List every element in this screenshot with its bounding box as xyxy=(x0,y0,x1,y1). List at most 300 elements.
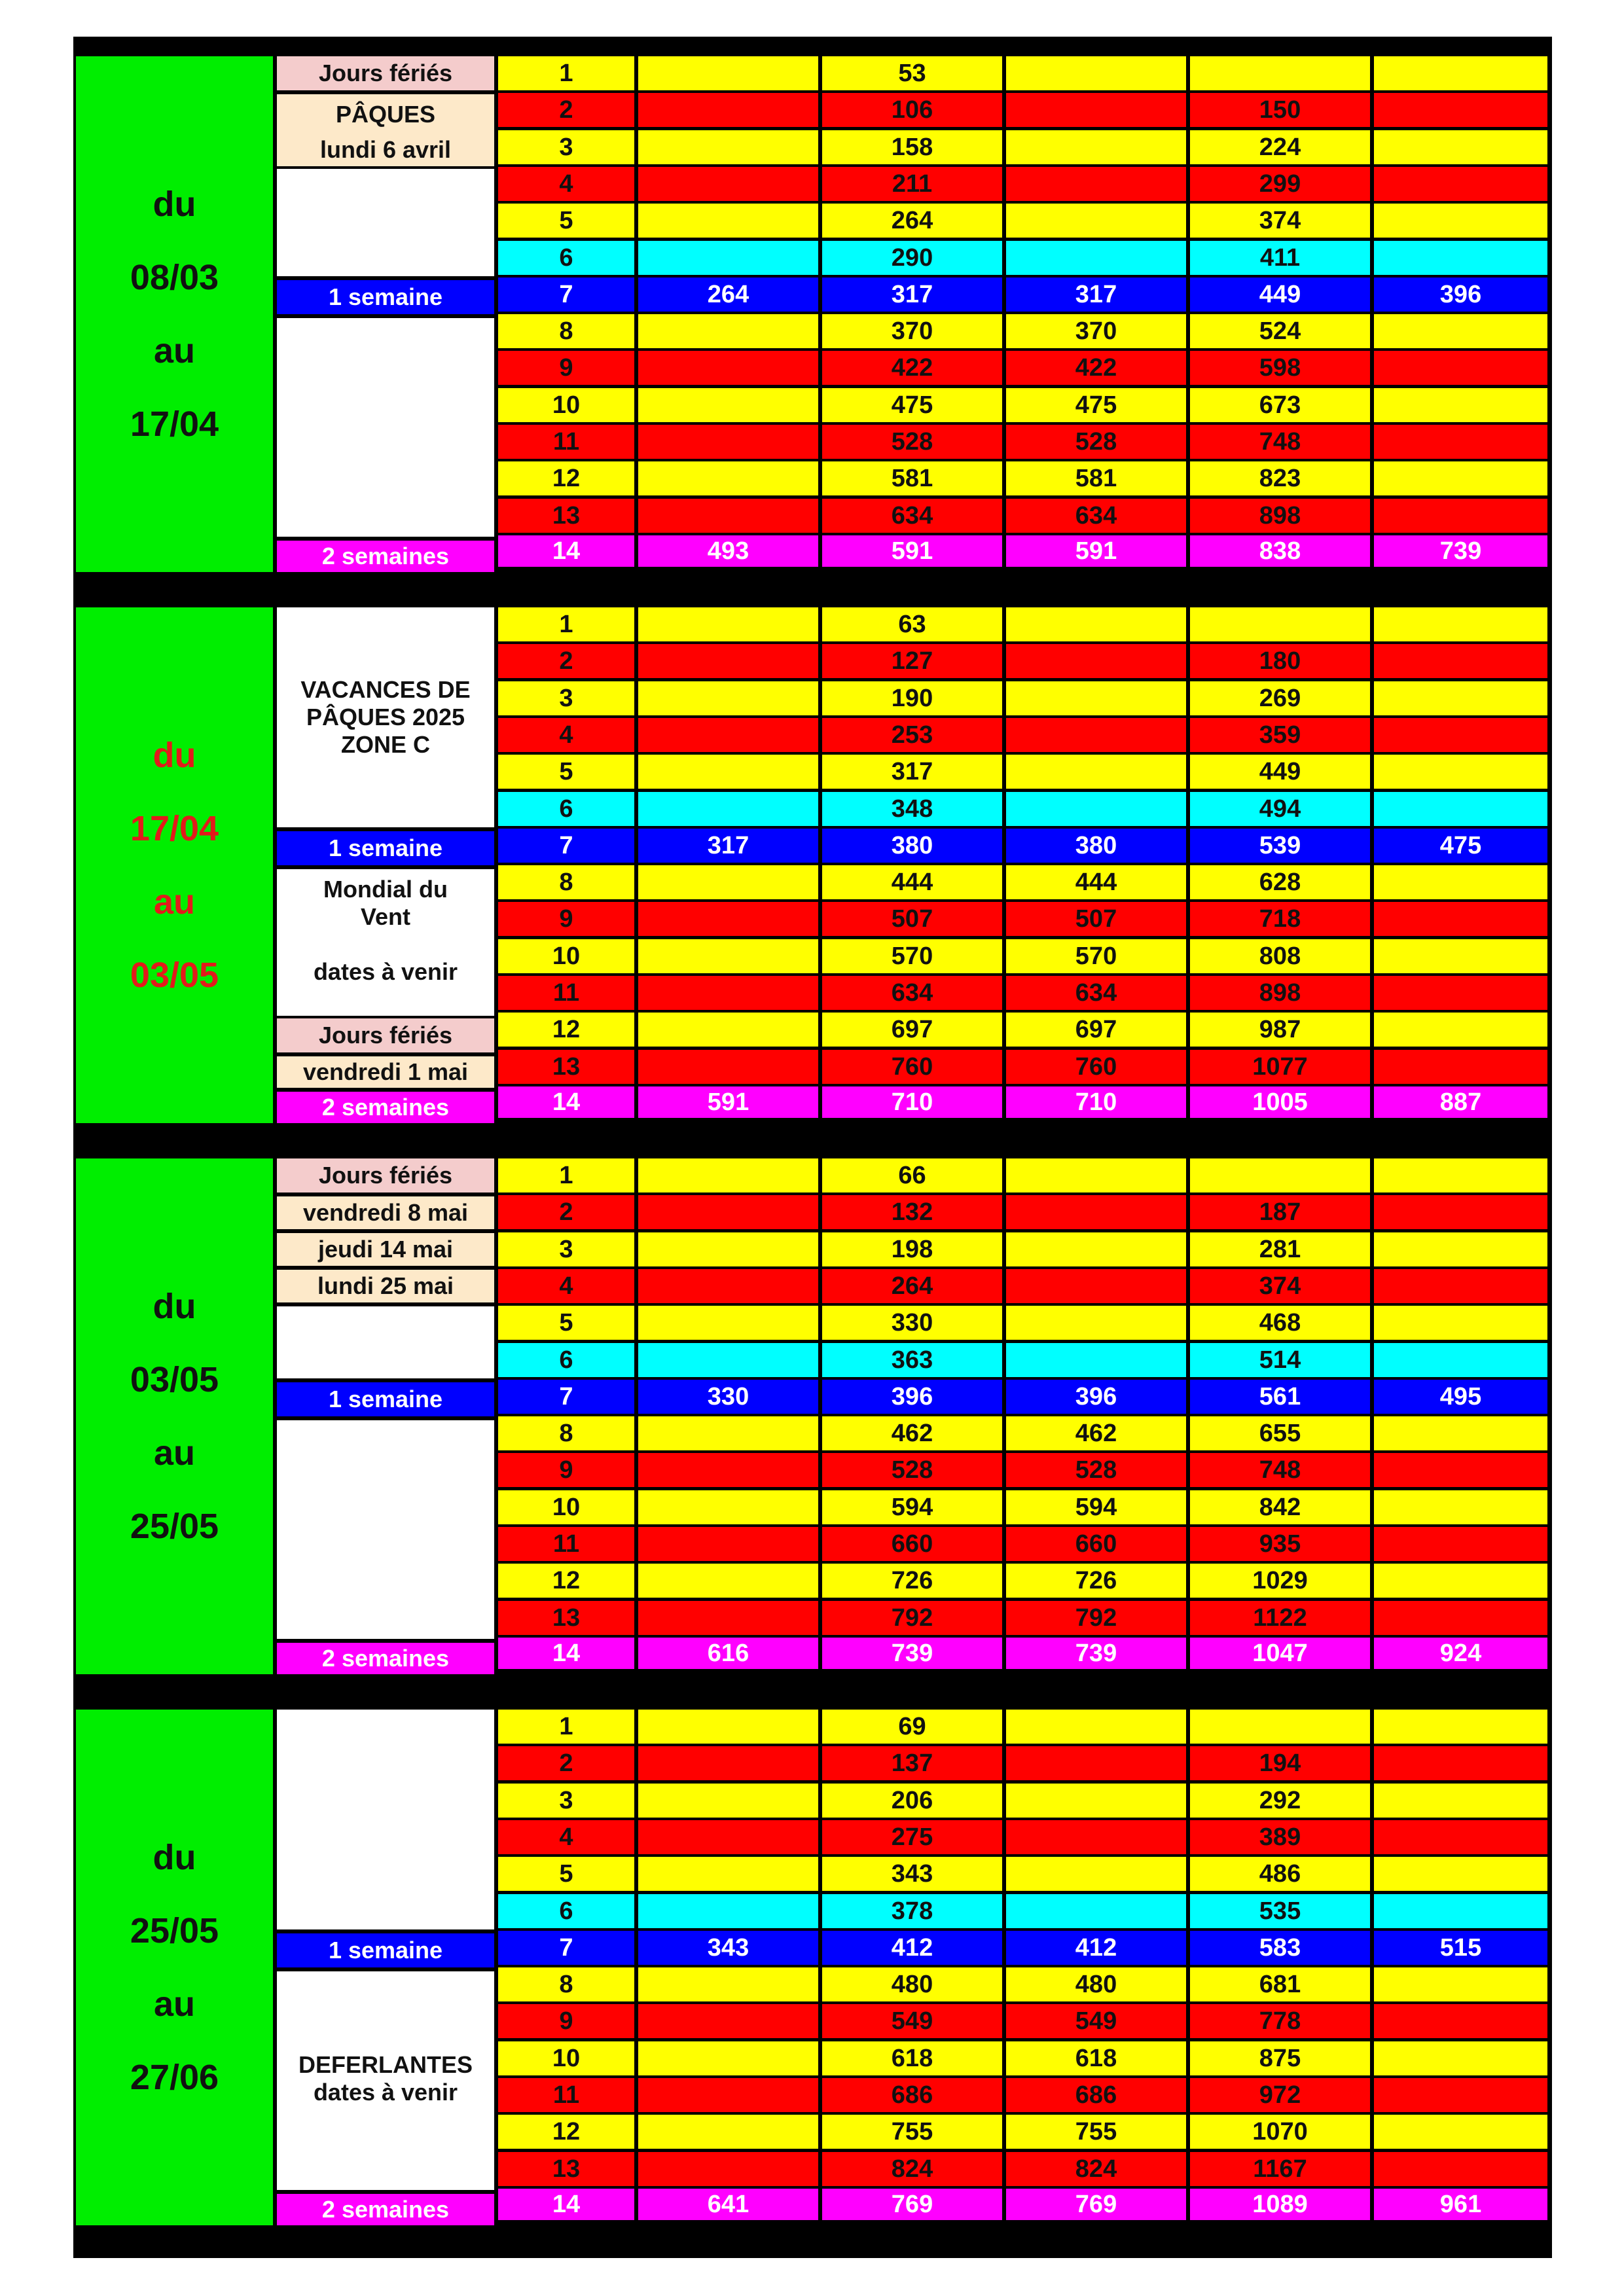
rate-cell xyxy=(638,755,818,789)
rate-cell: 792 xyxy=(822,1601,1002,1635)
rate-cell xyxy=(638,1195,818,1229)
rate-cell xyxy=(1006,681,1186,715)
row-number: 11 xyxy=(498,425,634,459)
vacation-note: VACANCES DE PÂQUES 2025 ZONE C xyxy=(277,607,494,827)
row-number: 2 xyxy=(498,644,634,678)
rate-cell: 792 xyxy=(1006,1601,1186,1635)
rate-cell xyxy=(638,130,818,164)
rate-cell xyxy=(1006,241,1186,275)
rate-cell: 660 xyxy=(1006,1527,1186,1561)
period-end-date: 03/05 xyxy=(130,956,219,995)
rate-row xyxy=(498,976,1552,1010)
rate-cell: 594 xyxy=(1006,1490,1186,1524)
rate-cell: 507 xyxy=(1006,902,1186,936)
rate-cell xyxy=(1374,1820,1547,1854)
rate-cell: 769 xyxy=(1006,2189,1186,2220)
event-note: DEFERLANTES dates à venir xyxy=(277,1971,494,2190)
rate-cell xyxy=(1374,1746,1547,1780)
rate-cell xyxy=(638,314,818,348)
rate-cell: 180 xyxy=(1190,644,1370,678)
rate-cell: 961 xyxy=(1374,2189,1547,2220)
rate-cell: 317 xyxy=(1006,278,1186,312)
rate-cell: 1047 xyxy=(1190,1638,1370,1669)
rate-cell xyxy=(1374,1158,1547,1193)
rate-row xyxy=(498,1013,1552,1047)
holiday-header: Jours fériés xyxy=(277,1018,494,1052)
rate-cell: 224 xyxy=(1190,130,1370,164)
rate-cell: 264 xyxy=(822,1269,1002,1303)
rate-row xyxy=(498,1967,1552,2001)
rate-row xyxy=(498,644,1552,678)
rate-cell xyxy=(638,976,818,1010)
row-number: 8 xyxy=(498,1967,634,2001)
week1-label: 1 semaine xyxy=(277,1382,494,1416)
period-block-2 xyxy=(73,607,1552,1123)
rate-cell xyxy=(1006,1820,1186,1854)
rate-cell: 275 xyxy=(822,1820,1002,1854)
rate-cell: 475 xyxy=(1374,829,1547,863)
rate-cell xyxy=(1374,1306,1547,1340)
rate-cell xyxy=(638,902,818,936)
period-to-label: au xyxy=(153,1984,196,2024)
holiday-date: vendredi 1 mai xyxy=(277,1056,494,1088)
rate-cell: 570 xyxy=(1006,939,1186,973)
row-number: 11 xyxy=(498,1527,634,1561)
rate-row xyxy=(498,56,1552,90)
period-dates xyxy=(76,1710,273,2225)
rate-cell: 330 xyxy=(638,1380,818,1414)
rate-cell xyxy=(1374,461,1547,495)
rate-cell xyxy=(1374,1784,1547,1818)
rate-cell: 769 xyxy=(822,2189,1002,2220)
rate-cell: 1089 xyxy=(1190,2189,1370,2220)
row-number: 9 xyxy=(498,1453,634,1487)
row-number: 1 xyxy=(498,56,634,90)
row-number: 5 xyxy=(498,204,634,238)
row-number: 5 xyxy=(498,755,634,789)
rate-cell: 343 xyxy=(822,1857,1002,1891)
rate-cell: 106 xyxy=(822,93,1002,127)
rate-cell xyxy=(1374,792,1547,826)
rate-cell xyxy=(638,1967,818,2001)
rate-cell: 187 xyxy=(1190,1195,1370,1229)
row-number: 4 xyxy=(498,718,634,752)
rate-cell xyxy=(1374,902,1547,936)
rate-cell xyxy=(1374,1967,1547,2001)
event-note: Mondial du Vent dates à venir xyxy=(277,869,494,1016)
period-from-label: du xyxy=(153,736,196,775)
rate-cell xyxy=(1006,1784,1186,1818)
rate-cell: 66 xyxy=(822,1158,1002,1193)
rate-cell xyxy=(638,241,818,275)
rate-row xyxy=(498,939,1552,973)
rate-cell: 493 xyxy=(638,535,818,567)
rate-cell: 581 xyxy=(822,461,1002,495)
rate-cell: 380 xyxy=(1006,829,1186,863)
rate-cell xyxy=(1190,56,1370,90)
rate-cell: 69 xyxy=(822,1710,1002,1744)
rate-cell: 53 xyxy=(822,56,1002,90)
rate-cell: 422 xyxy=(822,351,1002,385)
rate-cell: 697 xyxy=(1006,1013,1186,1047)
rate-cell: 363 xyxy=(822,1343,1002,1377)
rate-cell: 528 xyxy=(822,1453,1002,1487)
rate-cell xyxy=(638,425,818,459)
rate-cell xyxy=(638,865,818,899)
holiday-date: lundi 6 avril xyxy=(319,136,452,163)
rate-cell: 396 xyxy=(822,1380,1002,1414)
rate-cell xyxy=(1006,644,1186,678)
rate-cell: 475 xyxy=(822,388,1002,422)
rate-cell xyxy=(1374,351,1547,385)
holiday-header: Jours fériés xyxy=(277,1158,494,1193)
rate-row xyxy=(498,2078,1552,2112)
row-number: 4 xyxy=(498,1820,634,1854)
blank-note xyxy=(277,1710,494,1929)
rate-cell: 317 xyxy=(822,278,1002,312)
rate-cell: 935 xyxy=(1190,1527,1370,1561)
rate-cell: 462 xyxy=(1006,1416,1186,1450)
rate-cell: 370 xyxy=(822,314,1002,348)
rate-cell xyxy=(638,56,818,90)
rate-cell: 132 xyxy=(822,1195,1002,1229)
row-number: 4 xyxy=(498,1269,634,1303)
rate-cell xyxy=(1006,204,1186,238)
rate-row xyxy=(498,1050,1552,1084)
row-number: 8 xyxy=(498,314,634,348)
rate-cell: 389 xyxy=(1190,1820,1370,1854)
row-number: 11 xyxy=(498,976,634,1010)
period-to-label: au xyxy=(153,882,196,922)
row-number: 7 xyxy=(498,1380,634,1414)
rate-cell: 583 xyxy=(1190,1931,1370,1965)
rate-cell xyxy=(638,607,818,641)
rate-cell xyxy=(1374,1710,1547,1744)
holiday-note xyxy=(277,94,494,166)
period-to-label: au xyxy=(153,331,196,370)
rate-cell xyxy=(638,681,818,715)
rate-cell xyxy=(638,388,818,422)
rate-cell xyxy=(638,1564,818,1598)
rate-cell: 686 xyxy=(822,2078,1002,2112)
rate-cell xyxy=(1374,2152,1547,2186)
rate-cell xyxy=(1190,1710,1370,1744)
rate-cell: 150 xyxy=(1190,93,1370,127)
row-number: 13 xyxy=(498,1601,634,1635)
row-number: 1 xyxy=(498,1710,634,1744)
row-number: 6 xyxy=(498,1343,634,1377)
rate-cell: 755 xyxy=(822,2115,1002,2149)
rate-row xyxy=(498,1746,1552,1780)
rate-row xyxy=(498,2115,1552,2149)
rate-row xyxy=(498,425,1552,459)
rate-cell: 535 xyxy=(1190,1894,1370,1928)
rate-cell: 808 xyxy=(1190,939,1370,973)
week1-label: 1 semaine xyxy=(277,280,494,314)
rate-row xyxy=(498,130,1552,164)
week2-row xyxy=(498,535,1552,567)
rate-cell: 507 xyxy=(822,902,1002,936)
rate-cell: 898 xyxy=(1190,499,1370,533)
rate-table xyxy=(73,37,1552,2258)
rate-cell: 581 xyxy=(1006,461,1186,495)
rate-cell: 317 xyxy=(638,829,818,863)
rate-cell: 190 xyxy=(822,681,1002,715)
rate-cell: 514 xyxy=(1190,1343,1370,1377)
rate-cell: 628 xyxy=(1190,865,1370,899)
rate-cell: 591 xyxy=(1006,535,1186,567)
row-number: 2 xyxy=(498,1746,634,1780)
period-end-date: 27/06 xyxy=(130,2058,219,2097)
rate-cell: 494 xyxy=(1190,792,1370,826)
rate-cell: 495 xyxy=(1374,1380,1547,1414)
rate-row xyxy=(498,1857,1552,1891)
rate-row xyxy=(498,388,1552,422)
row-number: 2 xyxy=(498,93,634,127)
rate-cell: 486 xyxy=(1190,1857,1370,1891)
rate-cell xyxy=(1006,93,1186,127)
rate-cell: 281 xyxy=(1190,1232,1370,1266)
row-number: 7 xyxy=(498,278,634,312)
rate-cell xyxy=(638,1601,818,1635)
rate-cell: 726 xyxy=(822,1564,1002,1598)
week1-row xyxy=(498,1380,1552,1414)
rate-cell: 549 xyxy=(822,2004,1002,2038)
rate-cell xyxy=(638,1857,818,1891)
rate-cell xyxy=(1374,1416,1547,1450)
rate-cell: 987 xyxy=(1190,1013,1370,1047)
rate-cell: 634 xyxy=(1006,976,1186,1010)
blank-note xyxy=(277,1420,494,1639)
rate-row xyxy=(498,1490,1552,1524)
rate-cell: 641 xyxy=(638,2189,818,2220)
holiday-date: vendredi 8 mai xyxy=(277,1196,494,1229)
rate-cell xyxy=(1374,2041,1547,2075)
row-number: 4 xyxy=(498,167,634,201)
rate-cell: 598 xyxy=(1190,351,1370,385)
rate-cell xyxy=(1006,755,1186,789)
rate-cell: 422 xyxy=(1006,351,1186,385)
rate-cell xyxy=(638,1746,818,1780)
rate-cell xyxy=(638,1784,818,1818)
rate-cell: 561 xyxy=(1190,1380,1370,1414)
rate-cell xyxy=(638,1416,818,1450)
period-block-3 xyxy=(73,1158,1552,1674)
rate-cell xyxy=(1006,792,1186,826)
rate-cell xyxy=(1374,718,1547,752)
rate-row xyxy=(498,1269,1552,1303)
rate-cell: 824 xyxy=(1006,2152,1186,2186)
week2-label: 2 semaines xyxy=(277,1092,494,1123)
rate-row xyxy=(498,755,1552,789)
rate-cell: 480 xyxy=(1006,1967,1186,2001)
rate-cell xyxy=(1374,241,1547,275)
rate-cell: 760 xyxy=(1006,1050,1186,1084)
rate-row xyxy=(498,792,1552,826)
rate-cell xyxy=(638,644,818,678)
row-number: 12 xyxy=(498,2115,634,2149)
rate-cell: 842 xyxy=(1190,1490,1370,1524)
rate-cell: 330 xyxy=(822,1306,1002,1340)
blank-note xyxy=(277,169,494,276)
rate-cell: 137 xyxy=(822,1746,1002,1780)
rate-cell xyxy=(1006,1894,1186,1928)
rate-cell: 524 xyxy=(1190,314,1370,348)
rate-cell: 778 xyxy=(1190,2004,1370,2038)
row-number: 3 xyxy=(498,681,634,715)
rate-cell xyxy=(1374,388,1547,422)
rate-cell xyxy=(1374,1564,1547,1598)
rate-cell xyxy=(1006,1306,1186,1340)
week1-row xyxy=(498,278,1552,312)
rate-cell: 570 xyxy=(822,939,1002,973)
row-number: 14 xyxy=(498,1086,634,1118)
period-start-date: 08/03 xyxy=(130,258,219,297)
row-number: 12 xyxy=(498,1564,634,1598)
holiday-date: jeudi 14 mai xyxy=(277,1233,494,1266)
rate-cell: 127 xyxy=(822,644,1002,678)
rate-cell: 634 xyxy=(822,976,1002,1010)
rate-row xyxy=(498,2152,1552,2186)
rate-cell xyxy=(1374,1601,1547,1635)
rate-cell xyxy=(1374,1013,1547,1047)
rate-cell: 616 xyxy=(638,1638,818,1669)
rate-cell xyxy=(1006,1343,1186,1377)
rate-cell xyxy=(1374,425,1547,459)
rate-cell: 823 xyxy=(1190,461,1370,495)
rate-cell: 697 xyxy=(822,1013,1002,1047)
rate-cell: 253 xyxy=(822,718,1002,752)
rate-cell xyxy=(1374,56,1547,90)
rate-cell xyxy=(1006,167,1186,201)
rate-cell: 718 xyxy=(1190,902,1370,936)
rate-row xyxy=(498,1601,1552,1635)
row-number: 3 xyxy=(498,1784,634,1818)
rate-cell: 269 xyxy=(1190,681,1370,715)
rate-row xyxy=(498,499,1552,533)
row-number: 3 xyxy=(498,1232,634,1266)
blank-note xyxy=(277,318,494,537)
rate-cell: 660 xyxy=(822,1527,1002,1561)
week1-row xyxy=(498,1931,1552,1965)
rate-cell: 374 xyxy=(1190,204,1370,238)
rate-cell: 380 xyxy=(822,829,1002,863)
rate-cell: 374 xyxy=(1190,1269,1370,1303)
rate-cell: 444 xyxy=(1006,865,1186,899)
rate-cell xyxy=(638,1050,818,1084)
rate-cell xyxy=(638,461,818,495)
rate-cell xyxy=(638,1013,818,1047)
rate-cell: 760 xyxy=(822,1050,1002,1084)
holiday-header: Jours fériés xyxy=(277,56,494,90)
period-end-date: 25/05 xyxy=(130,1507,219,1546)
blank-note xyxy=(277,1306,494,1378)
period-dates xyxy=(76,1158,273,1674)
rate-cell: 396 xyxy=(1374,278,1547,312)
rate-row xyxy=(498,1343,1552,1377)
rate-cell: 748 xyxy=(1190,425,1370,459)
rate-cell: 194 xyxy=(1190,1746,1370,1780)
rate-row xyxy=(498,1158,1552,1193)
rate-cell: 739 xyxy=(1006,1638,1186,1669)
row-number: 9 xyxy=(498,2004,634,2038)
rate-row xyxy=(498,902,1552,936)
rate-cell xyxy=(638,1269,818,1303)
rate-cell: 412 xyxy=(1006,1931,1186,1965)
rate-cell xyxy=(1374,314,1547,348)
row-number: 6 xyxy=(498,1894,634,1928)
rate-cell: 710 xyxy=(1006,1086,1186,1118)
row-number: 10 xyxy=(498,2041,634,2075)
week2-row xyxy=(498,1638,1552,1669)
period-block-4 xyxy=(73,1710,1552,2225)
rate-cell: 528 xyxy=(1006,1453,1186,1487)
rate-cell xyxy=(1374,1269,1547,1303)
rate-cell: 838 xyxy=(1190,535,1370,567)
rate-cell xyxy=(1374,93,1547,127)
rate-row xyxy=(498,865,1552,899)
period-from-label: du xyxy=(153,185,196,224)
rate-row xyxy=(498,93,1552,127)
rate-cell xyxy=(1374,976,1547,1010)
rate-cell xyxy=(638,2004,818,2038)
rate-cell xyxy=(1374,644,1547,678)
rate-cell xyxy=(1374,204,1547,238)
row-number: 8 xyxy=(498,1416,634,1450)
period-start-date: 17/04 xyxy=(130,809,219,848)
rate-cell: 359 xyxy=(1190,718,1370,752)
holiday-date: lundi 25 mai xyxy=(277,1270,494,1302)
row-number: 1 xyxy=(498,1158,634,1193)
rate-cell xyxy=(1374,1857,1547,1891)
rate-cell xyxy=(1374,1527,1547,1561)
row-number: 12 xyxy=(498,1013,634,1047)
rate-cell xyxy=(638,93,818,127)
row-number: 7 xyxy=(498,829,634,863)
rate-row xyxy=(498,351,1552,385)
row-number: 9 xyxy=(498,902,634,936)
week2-row xyxy=(498,2189,1552,2220)
rate-cell: 739 xyxy=(1374,535,1547,567)
rate-row xyxy=(498,1894,1552,1928)
rate-cell xyxy=(1374,2115,1547,2149)
rate-cell xyxy=(1374,1490,1547,1524)
week2-label: 2 semaines xyxy=(277,2194,494,2225)
rate-cell: 549 xyxy=(1006,2004,1186,2038)
rate-cell: 444 xyxy=(822,865,1002,899)
rate-cell: 317 xyxy=(822,755,1002,789)
rate-cell: 292 xyxy=(1190,1784,1370,1818)
rate-cell: 528 xyxy=(822,425,1002,459)
row-number: 8 xyxy=(498,865,634,899)
rate-cell: 710 xyxy=(822,1086,1002,1118)
rate-row xyxy=(498,1564,1552,1598)
rate-cell xyxy=(638,2115,818,2149)
rate-cell xyxy=(1006,1857,1186,1891)
rate-cell xyxy=(1006,1158,1186,1193)
rate-cell xyxy=(638,718,818,752)
rate-cell: 370 xyxy=(1006,314,1186,348)
rate-cell xyxy=(1374,755,1547,789)
rate-cell: 264 xyxy=(638,278,818,312)
rate-cell xyxy=(1374,2078,1547,2112)
rate-cell: 299 xyxy=(1190,167,1370,201)
period-start-date: 25/05 xyxy=(130,1911,219,1950)
rate-row xyxy=(498,1453,1552,1487)
rate-cell xyxy=(1006,56,1186,90)
week2-label: 2 semaines xyxy=(277,541,494,572)
week2-label: 2 semaines xyxy=(277,1643,494,1674)
